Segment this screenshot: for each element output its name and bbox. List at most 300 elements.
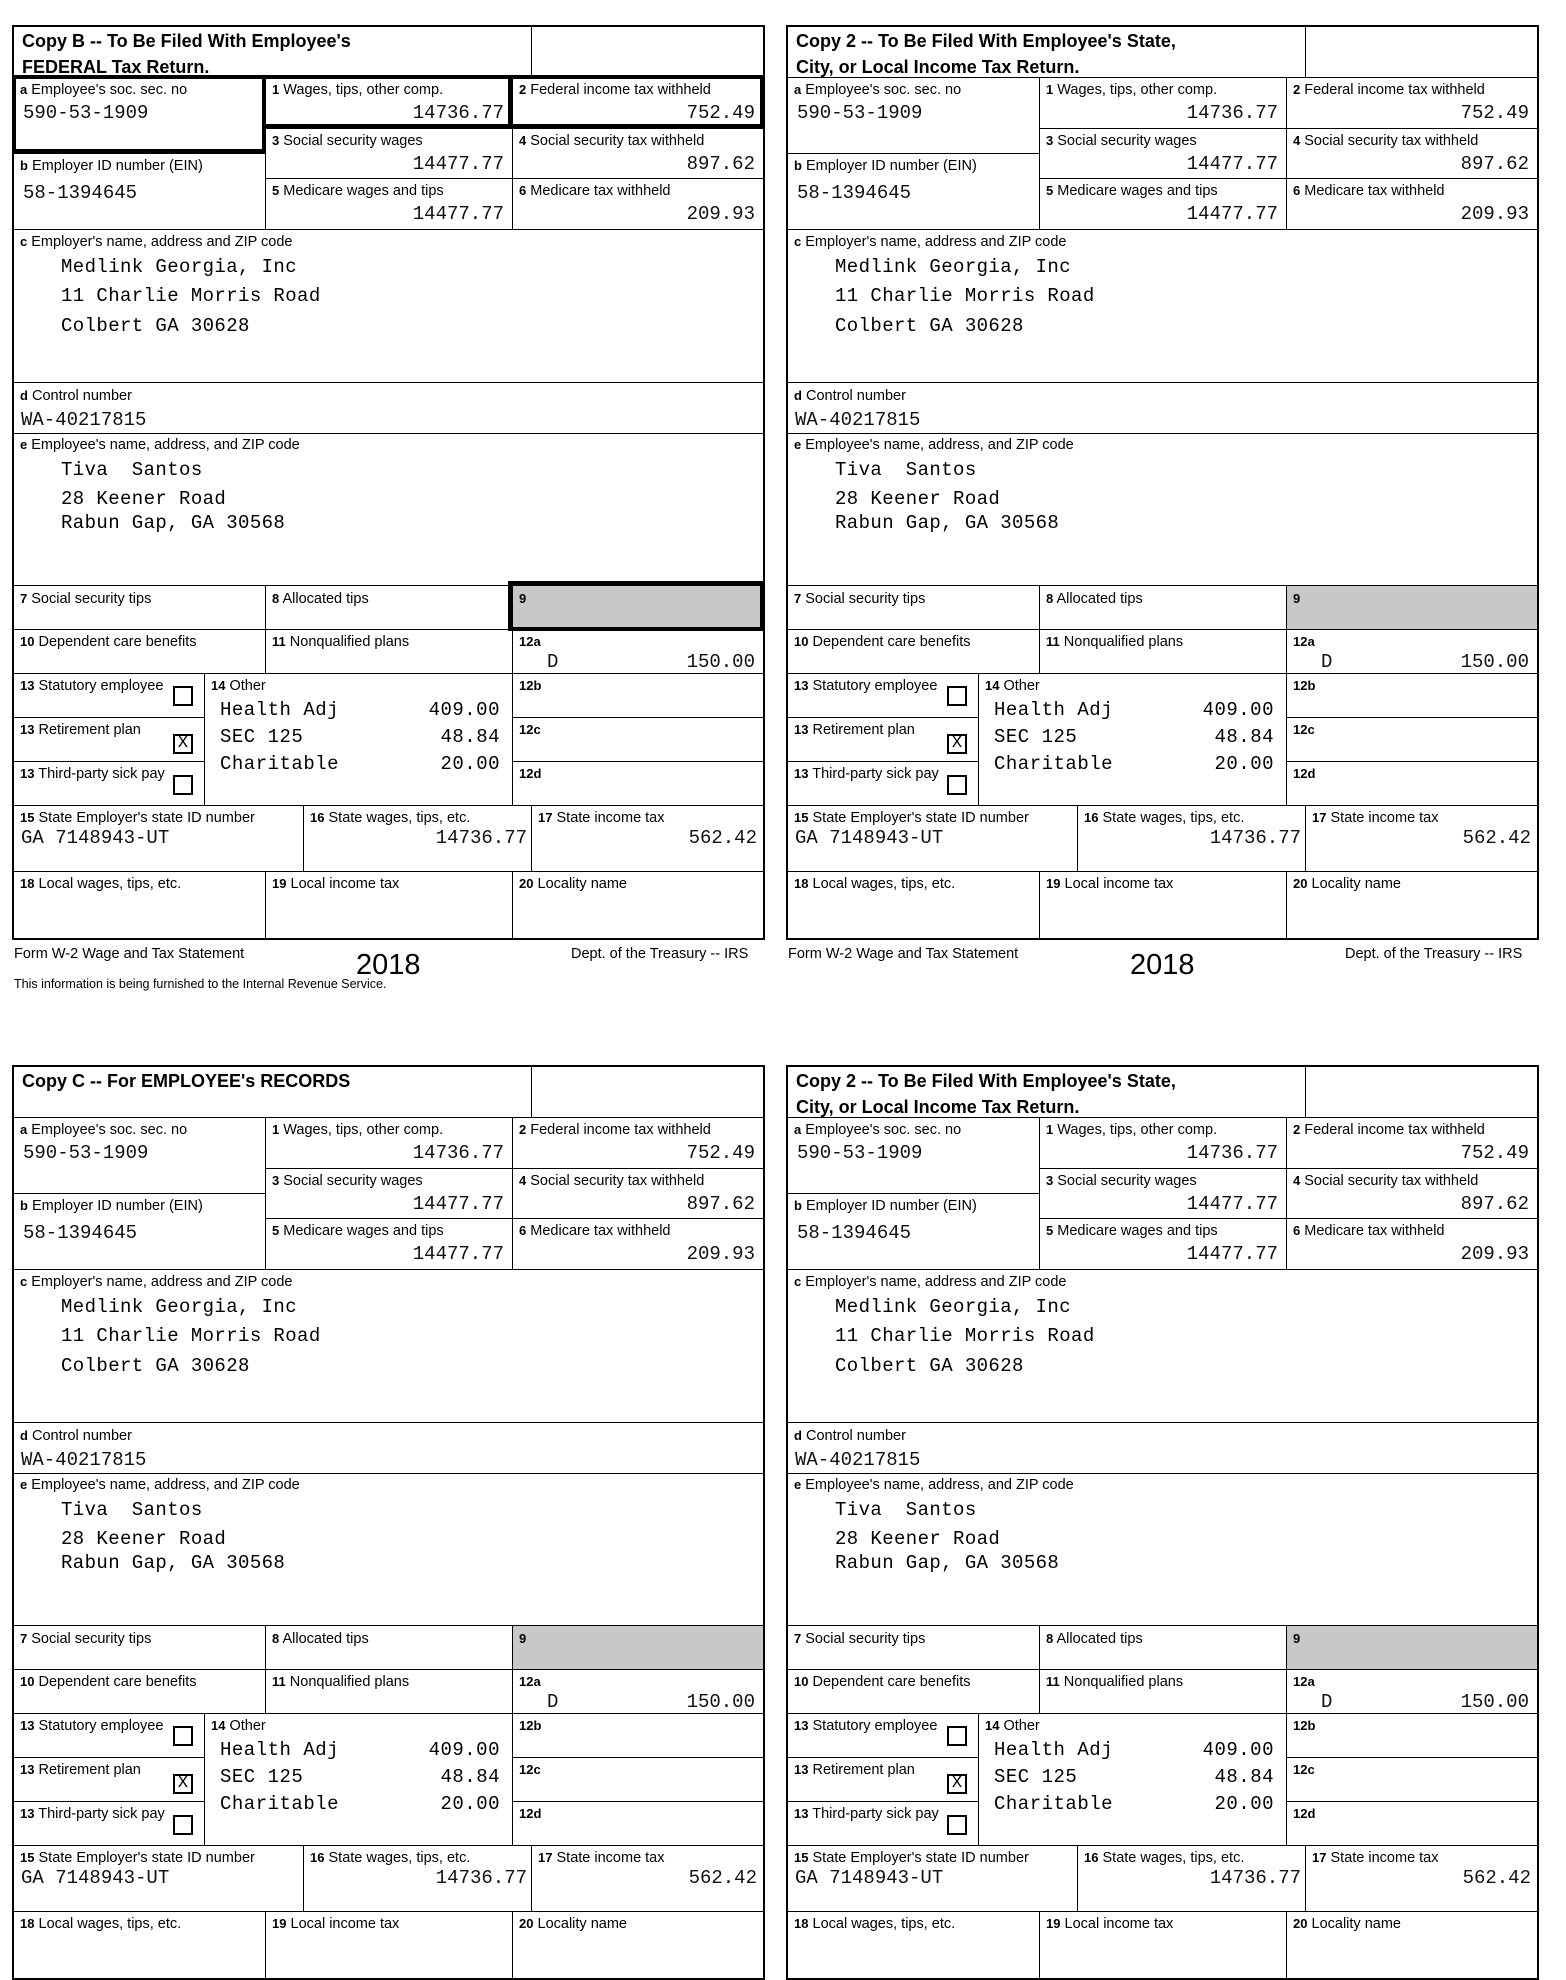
box-14-label: 14 Other	[985, 678, 1040, 694]
box-8-allocated-tips	[265, 585, 512, 629]
box-5-label: 5 Medicare wages and tips	[1046, 183, 1218, 199]
copy-b-box-1-2-divider	[508, 75, 512, 128]
box-20-locality	[512, 1911, 763, 1980]
box-14-other	[204, 1713, 512, 1845]
box-19-label: 19 Local income tax	[1046, 1916, 1174, 1932]
wages-value: 14736.77	[412, 1142, 504, 1164]
box-12c-label: 12c	[519, 722, 541, 737]
statutory-checkbox[interactable]	[947, 686, 967, 706]
box-c-label: c Employer's name, address and ZIP code	[794, 1274, 1067, 1290]
footer-form-name-right: Form W-2 Wage and Tax Statement	[788, 946, 1019, 962]
box-c-label: c Employer's name, address and ZIP code	[794, 234, 1067, 250]
box-3-ss-wages	[1039, 128, 1286, 178]
medicare-tax-value: 209.93	[1460, 203, 1529, 225]
state-wages-value: 14736.77	[435, 1867, 527, 1889]
box-10-label: 10 Dependent care benefits	[794, 634, 971, 650]
box-15-state-id	[788, 1845, 1077, 1911]
title-cell	[788, 1067, 1305, 1117]
ss-tax-value: 897.62	[686, 153, 755, 175]
retirement-checkbox[interactable]: X	[173, 1774, 193, 1794]
box-12b	[1286, 1713, 1537, 1757]
box-5-label: 5 Medicare wages and tips	[1046, 1223, 1218, 1239]
box-11-label: 11 Nonqualified plans	[1046, 634, 1184, 650]
box-17-label: 17 State income tax	[538, 810, 665, 826]
state-id-value: GA 7148943-UT	[795, 1867, 944, 1889]
box-2-fed-tax	[1286, 77, 1537, 128]
box-16-label: 16 State wages, tips, etc.	[310, 1850, 471, 1866]
copy-title: Copy 2 -- To Be Filed With Employee's State, City, or Local Income Tax Return.	[796, 1071, 1176, 1117]
box-b-ein	[788, 1193, 1039, 1269]
box-15-label: 15 State Employer's state ID number	[794, 810, 1029, 826]
other-amount-2: 48.84	[1214, 1766, 1274, 1788]
employee-city: Rabun Gap, GA 30568	[835, 1552, 1060, 1574]
box-19-local-tax	[265, 1911, 512, 1980]
box-19-local-tax	[1039, 871, 1286, 940]
box-13-sick-pay	[788, 1801, 978, 1845]
copy-title: Copy C -- For EMPLOYEE's RECORDS	[22, 1071, 351, 1091]
box-9-label: 9	[519, 591, 527, 606]
ssn-value: 590-53-1909	[23, 102, 149, 124]
box-1-label: 1 Wages, tips, other comp.	[272, 1122, 444, 1138]
box-8-label: 8 Allocated tips	[272, 591, 369, 607]
box-17-label: 17 State income tax	[1312, 810, 1439, 826]
box-b-ein	[14, 153, 265, 229]
box-13-statutory	[788, 673, 978, 717]
employee-city: Rabun Gap, GA 30568	[61, 512, 286, 534]
employer-street: 11 Charlie Morris Road	[61, 285, 321, 307]
box-a-label: a Employee's soc. sec. no	[20, 82, 188, 98]
ein-value: 58-1394645	[797, 182, 912, 204]
box-11-nonqualified	[265, 1669, 512, 1713]
title-blank-cell	[531, 1067, 763, 1117]
ss-wages-value: 14477.77	[1186, 1193, 1278, 1215]
box-16-state-wages	[1077, 805, 1305, 871]
other-amount-1: 409.00	[428, 1739, 500, 1761]
other-amount-3: 20.00	[440, 1793, 500, 1815]
employee-street: 28 Keener Road	[835, 1528, 1001, 1550]
other-amount-3: 20.00	[440, 753, 500, 775]
box-12d-label: 12d	[519, 1806, 542, 1821]
box-14-label: 14 Other	[211, 678, 266, 694]
box-7-ss-tips	[788, 585, 1039, 629]
box-9-label: 9	[1293, 591, 1301, 606]
box-5-medicare-wages	[265, 178, 512, 229]
box-5-medicare-wages	[1039, 178, 1286, 229]
box-7-ss-tips	[788, 1625, 1039, 1669]
box-e-label: e Employee's name, address, and ZIP code	[20, 437, 300, 453]
box-10-label: 10 Dependent care benefits	[794, 1674, 971, 1690]
divider	[788, 153, 1039, 154]
box-e-label: e Employee's name, address, and ZIP code	[20, 1477, 300, 1493]
medicare-tax-value: 209.93	[1460, 1243, 1529, 1265]
box-17-state-tax	[1305, 805, 1537, 871]
box-16-label: 16 State wages, tips, etc.	[1084, 810, 1245, 826]
box-19-label: 19 Local income tax	[272, 1916, 400, 1932]
box-6-label: 6 Medicare tax withheld	[519, 183, 671, 199]
box-16-label: 16 State wages, tips, etc.	[1084, 1850, 1245, 1866]
control-value: WA-40217815	[795, 409, 921, 431]
box-3-label: 3 Social security wages	[272, 133, 423, 149]
employee-street: 28 Keener Road	[61, 1528, 227, 1550]
employer-name: Medlink Georgia, Inc	[835, 256, 1072, 278]
control-value: WA-40217815	[795, 1449, 921, 1471]
box-b-label: b Employer ID number (EIN)	[20, 1198, 203, 1214]
statutory-checkbox[interactable]	[173, 1726, 193, 1746]
box-e-employee	[788, 433, 1537, 585]
w2-copy-b	[12, 25, 765, 940]
other-label-2: SEC 125	[220, 726, 304, 748]
box-12c-label: 12c	[1293, 722, 1315, 737]
box-13-retirement	[788, 717, 978, 761]
box-12b	[1286, 673, 1537, 717]
box-12b-label: 12b	[1293, 1718, 1316, 1733]
box-b-label: b Employer ID number (EIN)	[794, 1198, 977, 1214]
box-12c	[1286, 717, 1537, 761]
box-c-employer	[14, 1269, 763, 1422]
other-label-2: SEC 125	[994, 726, 1078, 748]
box-a-label: a Employee's soc. sec. no	[794, 82, 962, 98]
box-9	[512, 1625, 763, 1669]
box-15-state-id	[788, 805, 1077, 871]
box-12a	[1286, 1669, 1537, 1713]
box-b-ein	[788, 153, 1039, 229]
box-20-label: 20 Locality name	[1293, 1916, 1401, 1932]
sick-pay-checkbox[interactable]	[173, 1815, 193, 1835]
other-label-2: SEC 125	[994, 1766, 1078, 1788]
employee-street: 28 Keener Road	[835, 488, 1001, 510]
box-19-local-tax	[265, 871, 512, 940]
box-13-sick-label: 13 Third-party sick pay	[20, 1806, 165, 1822]
employee-name: Tiva Santos	[835, 1499, 977, 1521]
box-16-label: 16 State wages, tips, etc.	[310, 810, 471, 826]
copy-b-box-1-2-highlight	[262, 75, 764, 128]
box-13-retirement-label: 13 Retirement plan	[20, 1762, 141, 1778]
box-6-label: 6 Medicare tax withheld	[1293, 1223, 1445, 1239]
state-tax-value: 562.42	[1462, 827, 1531, 849]
employee-city: Rabun Gap, GA 30568	[61, 1552, 286, 1574]
box-13-retirement	[14, 717, 204, 761]
box-4-label: 4 Social security tax withheld	[1293, 133, 1479, 149]
fed-tax-value: 752.49	[1460, 102, 1529, 124]
box-19-local-tax	[1039, 1911, 1286, 1980]
box-12a	[1286, 629, 1537, 673]
box-1-label: 1 Wages, tips, other comp.	[1046, 1122, 1218, 1138]
box-13-sick-label: 13 Third-party sick pay	[794, 766, 939, 782]
title-blank-cell	[1305, 27, 1537, 77]
box-d-control	[14, 1422, 763, 1473]
box-1-wages	[1039, 77, 1286, 128]
box-13-retirement	[14, 1757, 204, 1801]
box-1-label: 1 Wages, tips, other comp.	[272, 82, 444, 98]
footer-irs-note: This information is being furnished to the Internal Revenue Service.	[14, 977, 387, 991]
retirement-checkbox[interactable]: X	[947, 1774, 967, 1794]
box-2-label: 2 Federal income tax withheld	[519, 1122, 711, 1138]
box-13-sick-label: 13 Third-party sick pay	[794, 1806, 939, 1822]
ssn-value: 590-53-1909	[797, 102, 923, 124]
box-12d-label: 12d	[1293, 1806, 1316, 1821]
box-d-label: d Control number	[20, 388, 132, 404]
box-1-wages	[1039, 1117, 1286, 1168]
statutory-checkbox[interactable]	[947, 1726, 967, 1746]
divider	[788, 1193, 1039, 1194]
box-9-label: 9	[519, 1631, 527, 1646]
box-6-label: 6 Medicare tax withheld	[1293, 183, 1445, 199]
box-14-label: 14 Other	[211, 1718, 266, 1734]
employee-street: 28 Keener Road	[61, 488, 227, 510]
employer-name: Medlink Georgia, Inc	[61, 1296, 298, 1318]
box-7-label: 7 Social security tips	[20, 1631, 152, 1647]
box-12c	[512, 717, 763, 761]
ss-tax-value: 897.62	[1460, 153, 1529, 175]
box-3-label: 3 Social security wages	[272, 1173, 423, 1189]
box-1-label: 1 Wages, tips, other comp.	[1046, 82, 1218, 98]
box-12a-label: 12a	[519, 634, 541, 649]
box-19-label: 19 Local income tax	[272, 876, 400, 892]
box-a-ssn	[788, 77, 1039, 153]
box-9-label: 9	[1293, 1631, 1301, 1646]
box-11-label: 11 Nonqualified plans	[272, 634, 410, 650]
box-3-ss-wages	[1039, 1168, 1286, 1218]
statutory-checkbox[interactable]	[173, 686, 193, 706]
copy-b-box-a-highlight	[12, 75, 266, 153]
box-10-dependent-care	[14, 629, 265, 673]
box-11-nonqualified	[265, 629, 512, 673]
box-18-label: 18 Local wages, tips, etc.	[794, 1916, 956, 1932]
box-18-local-wages	[788, 1911, 1039, 1980]
box-18-label: 18 Local wages, tips, etc.	[20, 1916, 182, 1932]
retirement-checkbox[interactable]: X	[173, 734, 193, 754]
ssn-value: 590-53-1909	[797, 1142, 923, 1164]
box-13-statutory	[788, 1713, 978, 1757]
box-e-employee	[14, 1473, 763, 1625]
footer-year-right: 2018	[1130, 949, 1195, 981]
ss-tax-value: 897.62	[1460, 1193, 1529, 1215]
amount-12a: 150.00	[686, 1691, 755, 1713]
other-label-1: Health Adj	[994, 1739, 1114, 1761]
employer-city: Colbert GA 30628	[61, 315, 250, 337]
box-12c-label: 12c	[519, 1762, 541, 1777]
box-8-label: 8 Allocated tips	[272, 1631, 369, 1647]
box-c-employer	[788, 1269, 1537, 1422]
box-18-label: 18 Local wages, tips, etc.	[794, 876, 956, 892]
box-13-sick-pay	[788, 761, 978, 805]
state-wages-value: 14736.77	[1209, 1867, 1301, 1889]
box-c-employer	[788, 229, 1537, 382]
state-id-value: GA 7148943-UT	[21, 1867, 170, 1889]
box-a-label: a Employee's soc. sec. no	[794, 1122, 962, 1138]
medicare-wages-value: 14477.77	[412, 1243, 504, 1265]
box-12b-label: 12b	[519, 678, 542, 693]
sick-pay-checkbox[interactable]	[947, 1815, 967, 1835]
state-tax-value: 562.42	[688, 827, 757, 849]
box-6-medicare-tax	[1286, 1218, 1537, 1269]
other-amount-1: 409.00	[1202, 1739, 1274, 1761]
box-13-retirement-label: 13 Retirement plan	[20, 722, 141, 738]
other-label-2: SEC 125	[220, 1766, 304, 1788]
other-amount-3: 20.00	[1214, 1793, 1274, 1815]
box-e-label: e Employee's name, address, and ZIP code	[794, 1477, 1074, 1493]
other-amount-1: 409.00	[428, 699, 500, 721]
box-13-statutory	[14, 673, 204, 717]
employer-name: Medlink Georgia, Inc	[835, 1296, 1072, 1318]
employer-street: 11 Charlie Morris Road	[61, 1325, 321, 1347]
box-8-allocated-tips	[1039, 585, 1286, 629]
box-c-employer	[14, 229, 763, 382]
box-20-label: 20 Locality name	[519, 876, 627, 892]
copy-title: Copy B -- To Be Filed With Employee's FEDERAL Tax Return.	[22, 31, 351, 77]
box-12a-label: 12a	[1293, 634, 1315, 649]
fed-tax-value: 752.49	[1460, 1142, 1529, 1164]
ssn-value: 590-53-1909	[23, 1142, 149, 1164]
state-tax-value: 562.42	[1462, 1867, 1531, 1889]
ein-value: 58-1394645	[23, 1222, 138, 1244]
box-12c	[512, 1757, 763, 1801]
box-d-control	[788, 382, 1537, 433]
medicare-tax-value: 209.93	[686, 1243, 755, 1265]
other-label-1: Health Adj	[220, 699, 340, 721]
other-label-1: Health Adj	[220, 1739, 340, 1761]
box-13-retirement-label: 13 Retirement plan	[794, 722, 915, 738]
code-12a: D	[547, 651, 559, 673]
box-9	[1286, 1625, 1537, 1669]
box-4-ss-tax	[512, 128, 763, 178]
box-13-sick-pay	[14, 1801, 204, 1845]
box-12d	[1286, 1801, 1537, 1845]
fed-tax-value: 752.49	[686, 1142, 755, 1164]
box-b-label: b Employer ID number (EIN)	[20, 158, 203, 174]
code-12a: D	[547, 1691, 559, 1713]
employer-name: Medlink Georgia, Inc	[61, 256, 298, 278]
other-amount-3: 20.00	[1214, 753, 1274, 775]
other-label-3: Charitable	[220, 1793, 340, 1815]
box-e-employee	[788, 1473, 1537, 1625]
box-18-local-wages	[14, 871, 265, 940]
box-b-label: b Employer ID number (EIN)	[794, 158, 977, 174]
box-19-label: 19 Local income tax	[1046, 876, 1174, 892]
box-4-ss-tax	[512, 1168, 763, 1218]
box-d-control	[788, 1422, 1537, 1473]
copy-title: Copy 2 -- To Be Filed With Employee's State, City, or Local Income Tax Return.	[796, 31, 1176, 77]
wages-value: 14736.77	[1186, 102, 1278, 124]
box-12b-label: 12b	[1293, 678, 1316, 693]
box-4-label: 4 Social security tax withheld	[519, 1173, 705, 1189]
box-14-other	[978, 1713, 1286, 1845]
box-17-state-tax	[531, 1845, 763, 1911]
box-13-statutory	[14, 1713, 204, 1757]
sick-pay-checkbox[interactable]	[947, 775, 967, 795]
box-17-label: 17 State income tax	[538, 1850, 665, 1866]
box-4-ss-tax	[1286, 128, 1537, 178]
box-6-medicare-tax	[512, 178, 763, 229]
divider	[14, 1193, 265, 1194]
box-12d-label: 12d	[1293, 766, 1316, 781]
box-d-label: d Control number	[794, 1428, 906, 1444]
amount-12a: 150.00	[1460, 1691, 1529, 1713]
box-14-label: 14 Other	[985, 1718, 1040, 1734]
medicare-wages-value: 14477.77	[1186, 203, 1278, 225]
box-14-other	[978, 673, 1286, 805]
box-10-dependent-care	[14, 1669, 265, 1713]
box-7-label: 7 Social security tips	[794, 1631, 926, 1647]
amount-12a: 150.00	[1460, 651, 1529, 673]
box-12a	[512, 629, 763, 673]
state-wages-value: 14736.77	[435, 827, 527, 849]
other-label-3: Charitable	[220, 753, 340, 775]
box-12d	[512, 1801, 763, 1845]
box-7-label: 7 Social security tips	[794, 591, 926, 607]
box-7-label: 7 Social security tips	[20, 591, 152, 607]
ss-tax-value: 897.62	[686, 1193, 755, 1215]
box-17-state-tax	[531, 805, 763, 871]
footer-form-name-left: Form W-2 Wage and Tax Statement	[14, 946, 245, 962]
box-5-label: 5 Medicare wages and tips	[272, 183, 444, 199]
retirement-checkbox[interactable]: X	[947, 734, 967, 754]
box-12b-label: 12b	[519, 1718, 542, 1733]
box-20-locality	[1286, 871, 1537, 940]
box-3-label: 3 Social security wages	[1046, 133, 1197, 149]
box-5-label: 5 Medicare wages and tips	[272, 1223, 444, 1239]
box-13-sick-pay	[14, 761, 204, 805]
box-11-label: 11 Nonqualified plans	[272, 1674, 410, 1690]
other-label-3: Charitable	[994, 1793, 1114, 1815]
employer-city: Colbert GA 30628	[835, 315, 1024, 337]
box-12b	[512, 673, 763, 717]
code-12a: D	[1321, 651, 1333, 673]
sick-pay-checkbox[interactable]	[173, 775, 193, 795]
title-blank-cell	[531, 27, 763, 77]
box-18-label: 18 Local wages, tips, etc.	[20, 876, 182, 892]
state-id-value: GA 7148943-UT	[21, 827, 170, 849]
box-12a-label: 12a	[1293, 1674, 1315, 1689]
ss-wages-value: 14477.77	[412, 1193, 504, 1215]
box-16-state-wages	[303, 805, 531, 871]
w2-copy-2-state-top	[786, 25, 1539, 940]
state-tax-value: 562.42	[688, 1867, 757, 1889]
ein-value: 58-1394645	[797, 1222, 912, 1244]
box-20-locality	[512, 871, 763, 940]
box-5-medicare-wages	[265, 1218, 512, 1269]
box-10-label: 10 Dependent care benefits	[20, 634, 197, 650]
box-18-local-wages	[788, 871, 1039, 940]
box-3-ss-wages	[265, 128, 512, 178]
box-12c-label: 12c	[1293, 1762, 1315, 1777]
box-2-fed-tax	[512, 1117, 763, 1168]
box-4-label: 4 Social security tax withheld	[519, 133, 705, 149]
box-15-state-id	[14, 1845, 303, 1911]
box-13-sick-label: 13 Third-party sick pay	[20, 766, 165, 782]
other-amount-2: 48.84	[440, 1766, 500, 1788]
box-13-statutory-label: 13 Statutory employee	[20, 1718, 164, 1734]
divider	[14, 153, 265, 154]
employer-city: Colbert GA 30628	[835, 1355, 1024, 1377]
box-17-state-tax	[1305, 1845, 1537, 1911]
box-c-label: c Employer's name, address and ZIP code	[20, 1274, 293, 1290]
box-3-label: 3 Social security wages	[1046, 1173, 1197, 1189]
wages-value: 14736.77	[412, 102, 504, 124]
box-11-label: 11 Nonqualified plans	[1046, 1674, 1184, 1690]
ss-wages-value: 14477.77	[412, 153, 504, 175]
box-7-ss-tips	[14, 1625, 265, 1669]
box-3-ss-wages	[265, 1168, 512, 1218]
copy-b-box-9-highlight	[508, 581, 764, 631]
other-amount-2: 48.84	[440, 726, 500, 748]
box-9	[1286, 585, 1537, 629]
box-6-medicare-tax	[512, 1218, 763, 1269]
footer-dept-right: Dept. of the Treasury -- IRS	[1345, 946, 1523, 962]
box-b-ein	[14, 1193, 265, 1269]
w2-copy-2-state-bottom	[786, 1065, 1539, 1980]
employee-name: Tiva Santos	[835, 459, 977, 481]
